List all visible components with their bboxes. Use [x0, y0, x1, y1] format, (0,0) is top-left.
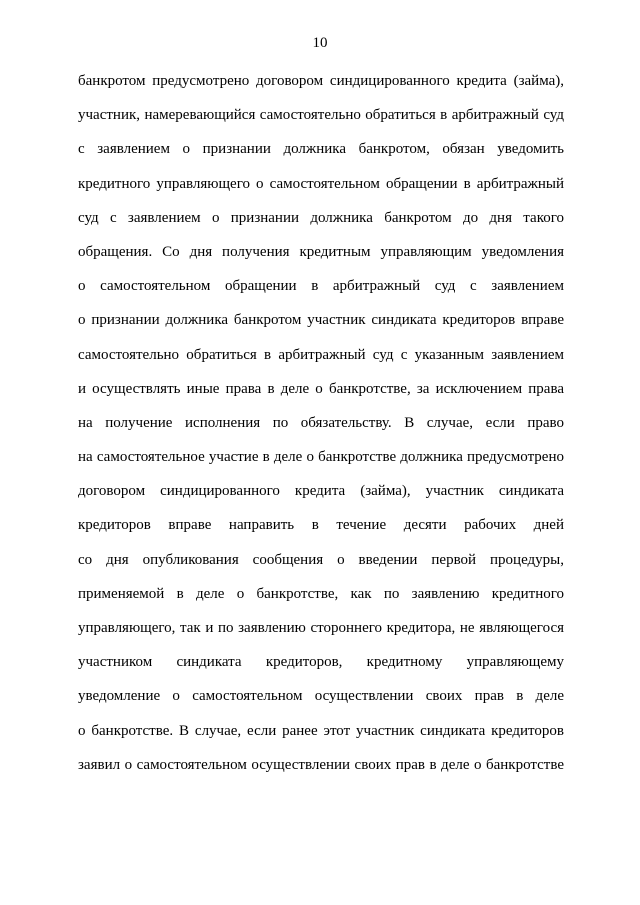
- text-line: со дня опубликования сообщения о введении первой процедуры,: [78, 551, 564, 568]
- text-line: и осуществлять иные права в деле о банкротстве, за исключением права: [78, 380, 564, 397]
- text-line: применяемой в деле о банкротстве, как по заявлению кредитного: [78, 585, 564, 602]
- text-line: с заявлением о признании должника банкротом, обязан уведомить: [78, 141, 564, 158]
- text-line: кредиторов вправе направить в течение десяти рабочих дней: [78, 517, 564, 534]
- page-number: 10: [312, 35, 328, 51]
- text-line: управляющего, так и по заявлению стороннего кредитора, не являющегося: [78, 620, 564, 636]
- text-line: банкротом предусмотрено договором синдицированного кредита (займа),: [78, 73, 564, 89]
- text-line: участник, намеревающийся самостоятельно обратиться в арбитражный суд: [78, 107, 564, 124]
- text-line: о самостоятельном обращении в арбитражный суд с заявлением: [78, 278, 564, 295]
- text-line: обращения. Со дня получения кредитным управляющим уведомления: [78, 243, 564, 260]
- text-line: суд с заявлением о признании должника банкротом до дня такого: [78, 209, 564, 226]
- body-text: [78, 64, 564, 782]
- text-line: кредитного управляющего о самостоятельном обращении в арбитражный: [78, 175, 564, 192]
- text-line: о банкротстве. В случае, если ранее этот участник синдиката кредиторов: [78, 722, 564, 739]
- text-line: самостоятельно обратиться в арбитражный суд с указанным заявлением: [78, 346, 564, 363]
- text-line: о признании должника банкротом участник синдиката кредиторов вправе: [78, 312, 564, 329]
- text-line: на самостоятельное участие в деле о банкротстве должника предусмотрено: [78, 449, 564, 466]
- text-line: договором синдицированного кредита (займа), участник синдиката: [78, 483, 564, 500]
- text-line: участником синдиката кредиторов, кредитному управляющему: [78, 654, 564, 671]
- text-line: на получение исполнения по обязательству. В случае, если право: [78, 414, 564, 431]
- text-line: заявил о самостоятельном осуществлении своих прав в деле о банкротстве: [78, 756, 564, 773]
- text-line: уведомление о самостоятельном осуществлении своих прав в деле: [78, 688, 564, 705]
